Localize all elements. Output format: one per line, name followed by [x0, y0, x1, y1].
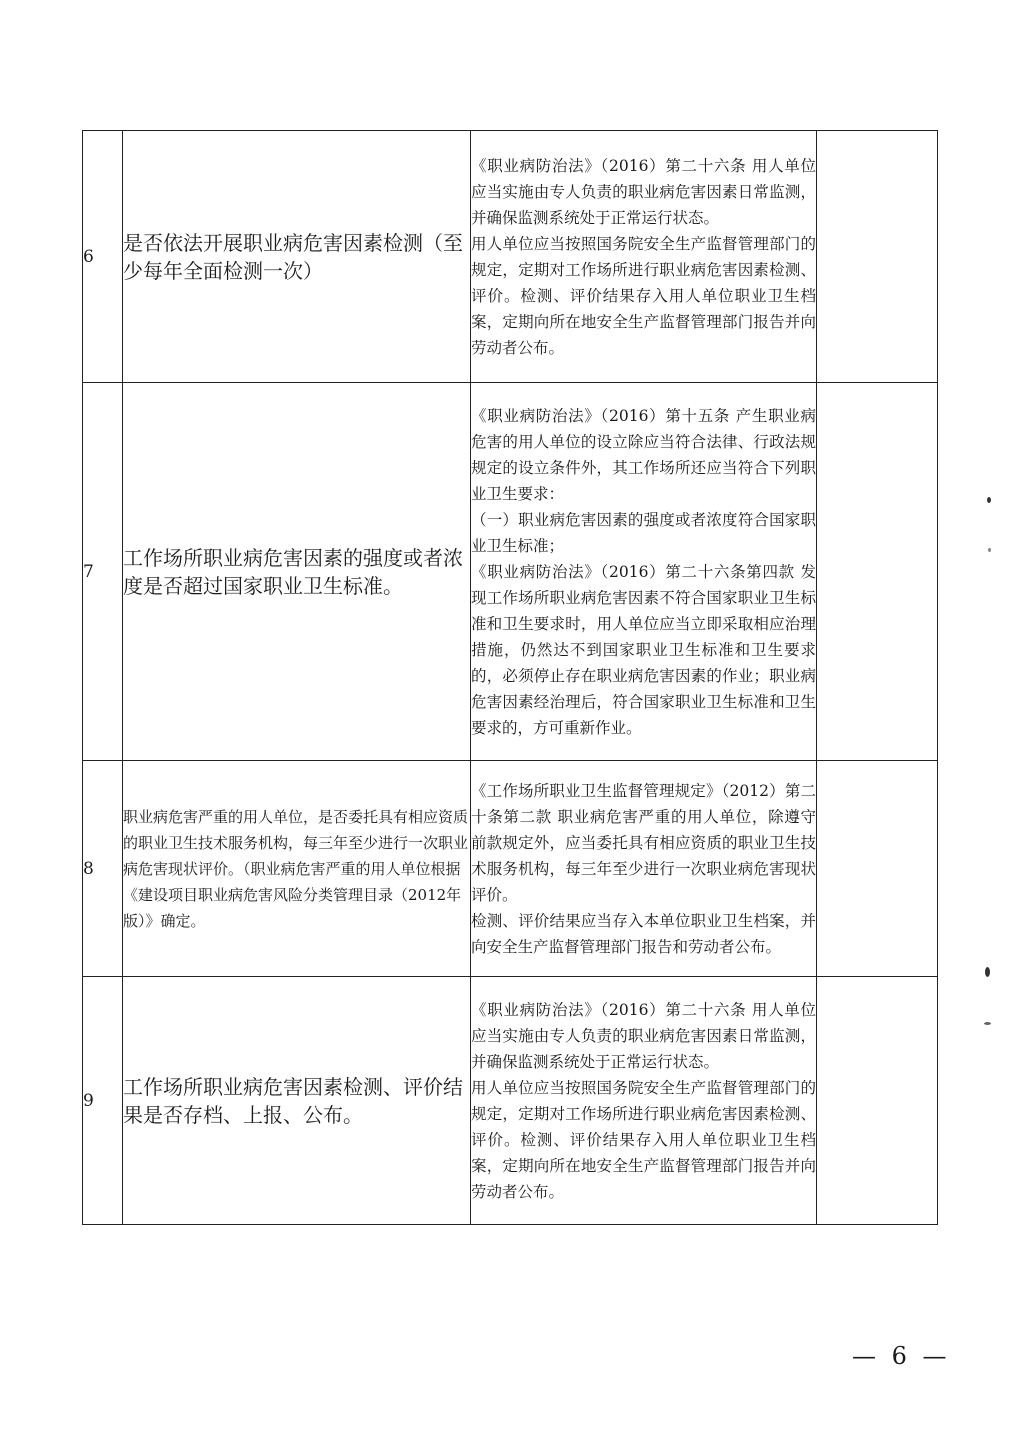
row-number: 6	[83, 131, 123, 383]
blank-cell	[817, 977, 938, 1225]
legal-basis-paragraph: 用人单位应当按照国务院安全生产监督管理部门的规定，定期对工作场所进行职业病危害因素检测、评价。检测、评价结果存入用人单位职业卫生档案，定期向所在地安全生产监督管理部门报告并向劳动者公布。	[471, 234, 816, 357]
check-item-cell	[123, 131, 471, 383]
page-number: — 6 —	[852, 1342, 951, 1370]
check-item-cell	[123, 761, 471, 977]
scan-speck	[985, 967, 990, 977]
row-number: 7	[83, 383, 123, 761]
table-row	[83, 977, 938, 1225]
legal-basis-paragraph: 检测、评价结果应当存入本单位职业卫生档案，并向安全生产监督管理部门报告和劳动者公布。	[471, 911, 816, 956]
legal-basis-paragraph: 《职业病防治法》（2016）第二十六条 用人单位应当实施由专人负责的职业病危害因素日常监测，并确保监测系统处于正常运行状态。	[471, 156, 816, 227]
legal-basis-paragraph: 《职业病防治法》（2016）第十五条 产生职业病危害的用人单位的设立除应当符合法律、行政法规规定的设立条件外，其工作场所还应当符合下列职业卫生要求：	[471, 406, 816, 503]
legal-basis-paragraph: 《职业病防治法》（2016）第二十六条第四款 发现工作场所职业病危害因素不符合国家职业卫生标准和卫生要求时，用人单位应当立即采取相应治理措施，仍然达不到国家职业卫生标准和卫生要求的，必须停止存在职业病危害因素的作业；职业病危害因素经治理后，符合国家职业卫生标准和卫生要求的，方可重新作业。	[471, 562, 816, 737]
table-row	[83, 131, 938, 383]
table-row	[83, 383, 938, 761]
scan-speck	[988, 548, 991, 552]
blank-cell	[817, 383, 938, 761]
table-row	[83, 761, 938, 977]
legal-basis-paragraph: 《工作场所职业卫生监督管理规定》（2012）第二十条第二款 职业病危害严重的用人单位，除遵守前款规定外，应当委托具有相应资质的职业卫生技术服务机构，每三年至少进行一次职业病危害现状评价。	[471, 781, 816, 904]
row-number: 9	[83, 977, 123, 1225]
blank-cell	[817, 131, 938, 383]
row-number: 8	[83, 761, 123, 977]
legal-basis-paragraph: 《职业病防治法》（2016）第二十六条 用人单位应当实施由专人负责的职业病危害因素日常监测，并确保监测系统处于正常运行状态。	[471, 1000, 816, 1071]
scan-speck	[987, 497, 991, 503]
legal-basis-cell	[471, 977, 817, 1225]
legal-basis-cell	[471, 383, 817, 761]
scan-speck	[984, 1022, 991, 1025]
legal-basis-cell	[471, 761, 817, 977]
legal-basis-paragraph: （一）职业病危害因素的强度或者浓度符合国家职业卫生标准；	[471, 510, 816, 555]
check-item-cell	[123, 977, 471, 1225]
check-item-text: 工作场所职业病危害因素检测、评价结果是否存档、上报、公布。	[123, 1074, 463, 1127]
check-item-cell	[123, 383, 471, 761]
legal-basis-cell	[471, 131, 817, 383]
legal-basis-paragraph: 用人单位应当按照国务院安全生产监督管理部门的规定，定期对工作场所进行职业病危害因素检测、评价。检测、评价结果存入用人单位职业卫生档案，定期向所在地安全生产监督管理部门报告并向劳动者公布。	[471, 1078, 816, 1201]
inspection-table	[82, 130, 938, 1225]
check-item-text: 工作场所职业病危害因素的强度或者浓度是否超过国家职业卫生标准。	[123, 545, 463, 598]
check-item-text: 是否依法开展职业病危害因素检测（至少每年全面检测一次）	[123, 230, 463, 283]
check-item-text: 职业病危害严重的用人单位，是否委托具有相应资质的职业卫生技术服务机构，每三年至少进行一次职业病危害现状评价。（职业病危害严重的用人单位根据《建设项目职业病危害风险分类管理目录（2012年版）》确定。	[123, 807, 469, 930]
blank-cell	[817, 761, 938, 977]
